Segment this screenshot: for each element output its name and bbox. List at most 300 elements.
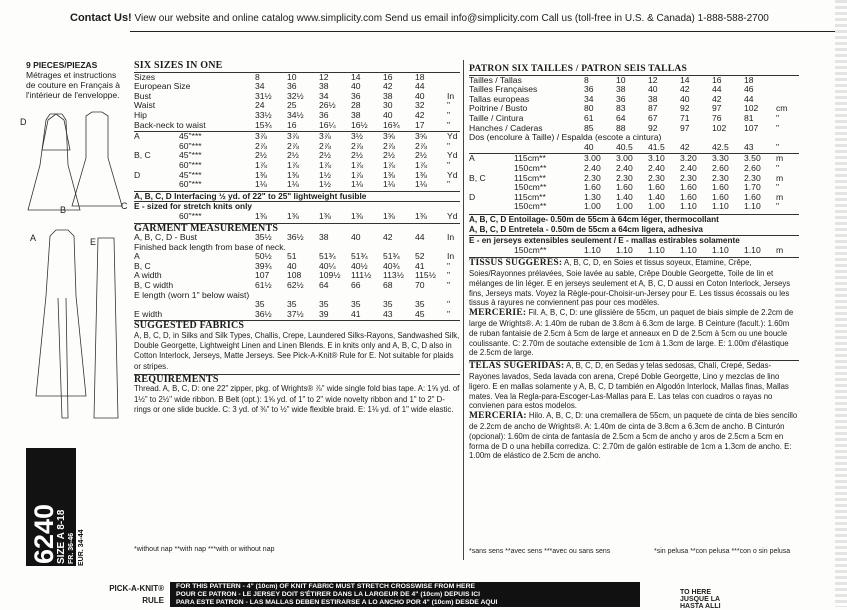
garment-row-cell: In xyxy=(447,232,455,243)
yardage-row-cell: 1⅛ xyxy=(255,179,267,190)
garment-row-cell: 51¾ xyxy=(319,251,336,262)
fabrics-heading: SUGGESTED FABRICS xyxy=(134,320,460,331)
garment-row-cell: Finished back length from base of neck. xyxy=(134,241,286,252)
yardage-row-fr-cell: B, C xyxy=(469,172,486,183)
yardage-row-cell: Yd xyxy=(447,169,458,180)
yardage-row-fr-cell: 2.30 xyxy=(648,172,665,183)
size-row-cell: 14 xyxy=(351,71,361,82)
yardage-row-fr-cell: 2.60 xyxy=(744,162,761,173)
size-row-cell: 42 xyxy=(383,81,393,92)
yardage-row-fr-cell: " xyxy=(776,201,780,212)
yardage-row-cell: 1⅞ xyxy=(415,159,427,170)
size-row-fr-cell: 88 xyxy=(616,122,626,133)
size-row-fr-cell: Tailles / Tallas xyxy=(469,74,522,85)
garment-row-cell: 51¾ xyxy=(351,251,368,262)
size-row-cell: 40 xyxy=(351,81,361,92)
size-row-fr-cell: 42 xyxy=(680,84,690,95)
yardage-row-fr-cell: 115cm** xyxy=(514,172,546,183)
yardage-row-fr-cell: 1.60 xyxy=(584,182,601,193)
garment-row-cell: 40 xyxy=(351,232,361,243)
yardage-row-cell: 3⅝ xyxy=(415,131,427,142)
garment-row-cell: 113½ xyxy=(383,270,404,281)
knits-heading-fr: E - en jerseys extensibles seulement / E - mallas estirables solamente xyxy=(469,235,799,246)
yardage-row-fr-cell: 2.40 xyxy=(680,162,697,173)
dos-cell: 42.5 xyxy=(712,141,729,152)
size-row-fr-cell: 44 xyxy=(712,84,722,95)
size-row-fr-cell: Tailles Françaises xyxy=(469,84,538,95)
yardage-row-cell: 1⅛ xyxy=(351,179,363,190)
knits-cell-fr: 1.10 xyxy=(584,244,601,255)
size-row-cell: 16½ xyxy=(351,119,368,130)
yardage-row-fr-cell: 1.60 xyxy=(712,191,729,202)
yardage-row-fr-cell: 1.60 xyxy=(680,191,697,202)
garment-sketches xyxy=(18,108,133,438)
garment-row-cell: 42 xyxy=(383,232,393,243)
yardage-row-cell: 1⅛ xyxy=(415,179,427,190)
yardage-row-fr-cell: 2.30 xyxy=(680,172,697,183)
requirements-text: Thread. A, B, C, D: one 22" zipper, pkg. of Wrights® ⅞" wide single fold bias tape. A: 1⅝ yd. of 1½" to 2½" wide ribbon. B Belt (opt.): 1⅝ yd. of 1" to 2" wide novelty ribbon and 1" to 2" D-rings or one slide buckle. C: 3 yd. of ⅜" to ½" wide flexible braid. E: 1⅛ yd. of 1" wide elastic. xyxy=(134,384,460,414)
yardage-row-cell: " xyxy=(447,159,451,170)
size-row xyxy=(134,92,460,102)
knits-cell-fr: m xyxy=(776,244,784,255)
garment-row-cell: 109½ xyxy=(319,270,341,281)
garment-row-cell: 41 xyxy=(415,260,425,271)
garment-row-cell: 36½ xyxy=(255,308,272,319)
size-row-fr-cell: Hanches / Caderas xyxy=(469,122,543,133)
yardage-row-fr-cell: 3.30 xyxy=(712,153,729,164)
sketch-sash xyxy=(58,298,68,418)
garment-row-cell: 108 xyxy=(287,270,302,281)
yardage-row-cell: 2⅞ xyxy=(351,140,363,151)
garment-row-cell: 51¾ xyxy=(383,251,400,262)
sketch-label-c: C xyxy=(121,201,128,211)
size-row-fr-cell: 87 xyxy=(648,103,658,114)
dos-cell: 43 xyxy=(744,141,754,152)
size-row-cell: 33½ xyxy=(255,109,272,120)
garment-row-cell: 38 xyxy=(319,232,329,243)
garment-row-cell: 64 xyxy=(319,280,329,291)
yardage-row-fr-cell: 1.10 xyxy=(744,201,761,212)
knits-cell-fr: 1.10 xyxy=(616,244,633,255)
yardage-table-fr xyxy=(469,153,799,212)
yardage-row-cell: 1⅜ xyxy=(383,169,395,180)
yardage-row-cell: 1⅞ xyxy=(383,159,395,170)
size-row-cell: Waist xyxy=(134,100,156,111)
garment-row-cell: 35 xyxy=(319,299,329,310)
garment-row-cell: " xyxy=(447,280,451,291)
knits-cell-fr: 1.10 xyxy=(712,244,729,255)
size-row-cell: 16 xyxy=(383,71,393,82)
six-sizes-heading-fr: PATRON SIX TAILLES / PATRON SEIS TALLAS xyxy=(469,63,688,74)
yardage-row-cell: 1⅞ xyxy=(255,159,267,170)
garment-row xyxy=(134,291,460,301)
yardage-row-fr-cell: m xyxy=(776,172,784,183)
dos-cell: " xyxy=(776,141,780,152)
garment-row-cell: 35 xyxy=(351,299,361,310)
size-row-fr-cell: 8 xyxy=(584,74,589,85)
garment-row-cell: E width xyxy=(134,308,163,319)
size-row-fr-cell: 36 xyxy=(584,84,594,95)
garment-row xyxy=(134,243,460,253)
fabrics-text: A, B, C, D, in Silks and Silk Types, Challis, Crepe, Laundered Silks-Rayons, Sandwashed Silk, Double Georgette, Lightweight Linen and Linen Blends. E in knits only and A, B, C, D also in Cotton Interlock, Jerseys, Matte Jerseys. See Pick-A-Knit® Rule for E. Not suitable for plaids or stripes. xyxy=(134,331,460,371)
size-row-cell: 36 xyxy=(287,81,297,92)
yardage-row-fr-cell: 115cm** xyxy=(514,191,546,202)
yardage-row-cell: 60"*** xyxy=(179,159,202,170)
garment-row-cell: In xyxy=(447,251,455,262)
header-rule xyxy=(130,31,847,32)
yardage-row-fr-cell: m xyxy=(776,153,784,164)
sketch-label-a: A xyxy=(30,233,37,243)
garment-row-cell: A xyxy=(134,251,140,262)
garment-heading: GARMENT MEASUREMENTS xyxy=(134,223,460,234)
knits-values-fr xyxy=(469,246,799,256)
yardage-row-cell: 1⅜ xyxy=(255,169,267,180)
knits-cell: 60"*** xyxy=(179,210,202,221)
garment-row-cell: " xyxy=(447,308,451,319)
garment-row-cell: 111½ xyxy=(351,270,372,281)
yardage-row-fr-cell: 1.60 xyxy=(712,182,729,193)
size-row-fr-cell: 16 xyxy=(712,74,722,85)
garment-row-cell: 41 xyxy=(351,308,361,319)
size-row-cell: " xyxy=(447,109,451,120)
yardage-row-cell: 2⅞ xyxy=(255,140,267,151)
garment-row-cell: 40¾ xyxy=(383,260,400,271)
garment-row-cell: 115½ xyxy=(415,270,436,281)
garment-row-cell: A width xyxy=(134,270,162,281)
size-row-cell: 38 xyxy=(351,109,361,120)
mercerie-text: Fil. A, B, C, D: une glissière de 55cm, un paquet de biais simple de 2.2cm de large de Wrights®. A: 1.40m de ruban de 3.8cm à 6.3cm de large. B Ceinture (facult.): 1.60m de ruban fantaisie de 2.5cm à 5cm de large et anneaux en D de 2.5cm à 5cm ou une boucle coulissante. C: 2.70m de soutache extensible de 1cm à 1.3cm de large. E: 1.00m d'élastique de 2.5cm de large. xyxy=(469,308,794,358)
yardage-row-cell: Yd xyxy=(447,131,458,142)
sketch-label-e: E xyxy=(90,237,97,247)
tissus-block xyxy=(469,257,799,358)
yardage-row-fr-cell: m xyxy=(776,191,784,202)
sizes-table-fr xyxy=(469,75,799,153)
dos-cell: 40.5 xyxy=(616,141,633,152)
size-row-fr-cell: 40 xyxy=(648,84,658,95)
garment-table xyxy=(134,233,460,319)
size-row-fr-cell: " xyxy=(776,122,780,133)
size-row-cell: Hip xyxy=(134,109,147,120)
yardage-row-cell xyxy=(134,180,179,190)
garment-row-cell: 62½ xyxy=(287,280,304,291)
garment-row-cell: 35 xyxy=(287,299,297,310)
yardage-row-fr-cell: 2.30 xyxy=(616,172,633,183)
garment-row-cell: 35 xyxy=(415,299,425,310)
yardage-row-cell: 2½ xyxy=(415,150,427,161)
size-row-fr-cell: 102 xyxy=(712,122,727,133)
size-row-fr-cell: 92 xyxy=(648,122,658,133)
garment-row-cell: 61½ xyxy=(255,280,272,291)
sketch-b-dress xyxy=(28,114,80,210)
size-row-fr-cell: 67 xyxy=(648,112,658,123)
size-row-fr-cell: Poitrine / Busto xyxy=(469,103,528,114)
yardage-row-cell: 2½ xyxy=(287,150,299,161)
column-divider xyxy=(463,60,464,560)
size-row-cell: Sizes xyxy=(134,71,156,82)
yardage-row-cell: Yd xyxy=(447,150,458,161)
yardage-row-cell: 45"*** xyxy=(179,131,202,142)
knits-cell-fr: 1.10 xyxy=(744,244,761,255)
garment-row-cell: B, C xyxy=(134,260,151,271)
pieces-title: 9 PIECES/PIEZAS xyxy=(26,60,98,70)
knits-cell: 1⅜ xyxy=(319,210,331,221)
contact-label: Contact Us! xyxy=(70,12,132,24)
size-row-fr-cell: 40 xyxy=(680,93,690,104)
yardage-row-fr-cell: 1.60 xyxy=(680,182,697,193)
size-row-fr-cell: Taille / Cintura xyxy=(469,112,524,123)
yardage-row-cell: " xyxy=(447,179,451,190)
yardage-row-cell: 45"*** xyxy=(179,169,202,180)
yardage-row-cell: 1⅞ xyxy=(351,169,363,180)
yardage-row-fr-cell: 150cm** xyxy=(514,162,547,173)
size-row-cell: 42 xyxy=(415,109,425,120)
size-row-fr-cell: 85 xyxy=(584,122,594,133)
knits-cell: 1⅜ xyxy=(383,210,395,221)
garment-row-cell: 35 xyxy=(255,299,265,310)
sketch-label-d: D xyxy=(20,117,27,127)
size-row-fr-cell: 38 xyxy=(648,93,658,104)
garment-row-cell: E length (worn 1" below waist) xyxy=(134,289,250,300)
merceria-heading: MERCERIA: xyxy=(469,411,527,422)
size-row-fr-cell xyxy=(776,85,788,95)
size-row-cell: 16¾ xyxy=(383,119,400,130)
yardage-row-fr-cell: 3.50 xyxy=(744,153,761,164)
size-row-fr-cell: 107 xyxy=(744,122,759,133)
yardage-row-cell: 45"*** xyxy=(179,150,202,161)
sketch-label-b: B xyxy=(60,205,67,215)
spanish-footnote: *sin pelusa **con pelusa ***con o sin pelusa xyxy=(654,548,791,555)
stretch-line-es: PARA ESTE PATRON - LAS MALLAS DEBEN ESTIRARSE A LO ANCHO POR 4" (10cm) DESDE AQUI xyxy=(176,599,498,606)
yardage-row-cell: B, C xyxy=(134,150,151,161)
requirements-heading: REQUIREMENTS xyxy=(134,374,460,385)
fr-sizes: FR. 36-46 xyxy=(68,532,75,564)
garment-row-cell: 107 xyxy=(255,270,270,281)
yardage-row-cell: 60"*** xyxy=(179,140,202,151)
garment-row-cell: " xyxy=(447,270,451,281)
telas-text: A, B, C, D, en Sedas y telas sedosas, Chalí, Crepé, Sedas-Rayones lavados, Seda lavada con arena, Crepé Doble Georgette, Lino y mezclas de lino ligero. E en mallas solamente y A, B, C, D también en Algodón Interlock, Mallas finas, Mallas mates. Vea la Regla-para-Escoger-Las-Mallas para E. Las telas con cuadros o rayas no convienen para estos modelos. xyxy=(469,361,789,411)
pick-a-knit-label: PICK-A-KNIT® RULE xyxy=(109,584,164,605)
knits-cell-fr: 1.10 xyxy=(680,244,697,255)
yardage-row-fr-cell: D xyxy=(469,191,476,202)
size-row-fr-cell: 44 xyxy=(744,93,754,104)
knits-values xyxy=(134,212,460,222)
yardage-row-fr-cell: 2.30 xyxy=(584,172,601,183)
yardage-row-cell: 3⅞ xyxy=(287,131,299,142)
size-row-cell: European Size xyxy=(134,81,191,92)
dos-cell: 40 xyxy=(584,141,594,152)
yardage-row-fr-cell: 2.40 xyxy=(584,162,601,173)
size-row-fr-cell: 83 xyxy=(616,103,626,114)
yardage-row-fr-cell: 2.30 xyxy=(744,172,761,183)
knits-cell: 1⅜ xyxy=(351,210,363,221)
garment-row-cell: 40 xyxy=(287,260,297,271)
entoilage-row: A, B, C, D Entoilage- 0.50m de 55cm à 64cm léger, thermocollant xyxy=(469,214,799,225)
size-row-cell: " xyxy=(447,100,451,111)
yardage-row-cell: 1⅞ xyxy=(319,159,331,170)
garment-row-cell: 51 xyxy=(287,251,297,262)
garment-row-cell: 50½ xyxy=(255,251,272,262)
yardage-row-fr-cell: 1.60 xyxy=(744,191,761,202)
size-row-cell: 40 xyxy=(383,109,393,120)
yardage-row-fr-cell xyxy=(469,183,514,193)
size-row-fr-cell: 81 xyxy=(744,112,754,123)
size-row-fr-cell: 64 xyxy=(616,112,626,123)
yardage-row-fr-cell: 2.30 xyxy=(712,172,729,183)
garment-row-cell: 36½ xyxy=(287,232,304,243)
stretch-line-en: FOR THIS PATTERN - 4" (10cm) OF KNIT FABRIC MUST STRETCH CROSSWISE FROM HERE xyxy=(176,583,476,590)
size-row-fr-cell: 12 xyxy=(648,74,658,85)
garment-row-cell: 44 xyxy=(415,232,425,243)
yardage-row-fr-cell: 150cm** xyxy=(514,182,547,193)
yardage-row-cell: 2½ xyxy=(319,150,331,161)
garment-row xyxy=(134,310,460,320)
tissus-heading: TISSUS SUGGERES: xyxy=(469,258,563,269)
stretch-line-fr: POUR CE PATRON - LE JERSEY DOIT S'ÉTIRER DANS LA LARGEUR DE 4" (10cm) DEPUIS ICI xyxy=(176,591,481,598)
english-column xyxy=(134,61,460,415)
garment-row-cell: A, B, C, D - Bust xyxy=(134,232,198,243)
size-row-fr-cell: 71 xyxy=(680,112,690,123)
yardage-row-cell: 1⅛ xyxy=(383,179,395,190)
yardage-row-cell: A xyxy=(134,131,140,142)
size-row-fr-cell: Tallas europeas xyxy=(469,93,530,104)
yardage-row-fr-cell: " xyxy=(776,182,780,193)
size-range: SIZE A 8-18 xyxy=(56,509,67,564)
knits-cell: 1⅜ xyxy=(287,210,299,221)
size-row-fr-cell: 36 xyxy=(616,93,626,104)
size-row-cell: Bust xyxy=(134,90,152,101)
yardage-row-cell: D xyxy=(134,169,141,180)
size-row-cell: 40 xyxy=(415,90,425,101)
size-row-cell xyxy=(447,73,459,83)
knit-stretch-strip xyxy=(170,582,640,607)
garment-row-cell: B, C width xyxy=(134,280,174,291)
dos-cell: 41.5 xyxy=(648,141,665,152)
yardage-row-fr-cell: A xyxy=(469,153,475,164)
size-row-cell: 34½ xyxy=(287,109,304,120)
yardage-row-cell: 1⅛ xyxy=(287,179,299,190)
yardage-row-cell: 1⅜ xyxy=(287,169,299,180)
knits-heading: E - sized for stretch knits only xyxy=(134,201,460,212)
yardage-row-fr-cell: 1.60 xyxy=(648,182,665,193)
size-row-cell: 16¼ xyxy=(319,119,336,130)
yardage-row-fr-cell: 1.30 xyxy=(584,191,601,202)
size-row-fr-cell: 97 xyxy=(680,122,690,133)
yardage-row-cell: 3⅞ xyxy=(255,131,267,142)
size-row-cell: 28 xyxy=(351,100,361,111)
garment-row-cell: 35½ xyxy=(255,232,272,243)
garment-row-cell: " xyxy=(447,299,451,310)
mercerie-heading: MERCERIE: xyxy=(469,308,527,319)
yardage-row-fr-cell: 1.00 xyxy=(616,201,633,212)
garment-row-cell: 40½ xyxy=(351,260,368,271)
size-row-fr-cell: 80 xyxy=(584,103,594,114)
size-row-cell: 30 xyxy=(383,100,393,111)
size-row-cell: " xyxy=(447,119,451,130)
garment-row-cell: " xyxy=(447,260,451,271)
yardage-row-fr-cell: 3.20 xyxy=(680,153,697,164)
to-here-label: TO HERE JUSQUE LA HASTA ALLI xyxy=(680,589,721,610)
garment-row-cell: 39¾ xyxy=(255,260,272,271)
size-row-cell: 38 xyxy=(383,90,393,101)
knits-cell: 1⅜ xyxy=(415,210,427,221)
yardage-row-fr-cell: 1.10 xyxy=(680,201,697,212)
size-row-fr-cell: 42 xyxy=(712,93,722,104)
knits-row xyxy=(134,212,460,222)
sketch-c-dress xyxy=(72,112,122,206)
yardage-row-cell: 2⅞ xyxy=(383,140,395,151)
size-row-fr-cell: 18 xyxy=(744,74,754,85)
size-row-cell: 16 xyxy=(287,119,297,130)
size-row-fr-cell: 76 xyxy=(712,112,722,123)
english-footnote: *without nap **with nap ***with or without nap xyxy=(134,546,275,553)
entretela-row: A, B, C, D Entretela - 0.50m de 55cm a 64cm ligera, adhesiva xyxy=(469,224,703,234)
size-row-fr-cell: 97 xyxy=(712,103,722,114)
size-row-cell: 24 xyxy=(255,100,265,111)
yardage-row-fr-cell: 1.40 xyxy=(648,191,665,202)
yardage-row-fr-cell: 1.10 xyxy=(712,201,729,212)
yardage-row-fr-cell: 3.00 xyxy=(616,153,633,164)
yardage-row-cell: 2½ xyxy=(383,150,395,161)
garment-row-cell: 43 xyxy=(383,308,393,319)
size-row-cell: 15¾ xyxy=(255,119,272,130)
contact-text: View our website and online catalog www.simplicity.com Send us email info@simplicity.com Call us (toll-free in U.S. & Canada) 1-888-588-2700 xyxy=(134,13,769,24)
yardage-row-fr-cell: 1.70 xyxy=(744,182,761,193)
yardage-row-cell xyxy=(134,161,179,171)
telas-block xyxy=(469,360,799,461)
size-row-cell: 36 xyxy=(319,109,329,120)
yardage-row-cell: 3⅞ xyxy=(319,131,331,142)
yardage-row-cell: 1⅞ xyxy=(287,159,299,170)
knits-cell: Yd xyxy=(447,210,458,221)
yardage-row-cell: 1½ xyxy=(319,179,331,190)
sizes-table xyxy=(134,72,460,131)
garment-row-cell: 40¼ xyxy=(319,260,336,271)
size-row-fr-cell: 102 xyxy=(744,103,759,114)
yardage-row-fr-cell: 1.00 xyxy=(648,201,665,212)
size-row-fr-cell: " xyxy=(776,112,780,123)
size-row-cell: Back-neck to waist xyxy=(134,119,206,130)
knits-cell-fr: 150cm** xyxy=(514,244,547,255)
size-row-cell: 26½ xyxy=(319,100,336,111)
size-row-fr-cell: 92 xyxy=(680,103,690,114)
garment-row xyxy=(134,252,460,262)
size-row-cell: 34 xyxy=(255,81,265,92)
yardage-table xyxy=(134,131,460,190)
size-row-cell: 44 xyxy=(415,81,425,92)
tissus-text: A, B, C, D, en Soies et tissus soyeux, Etamine, Crêpe, Soies/Rayonnes prélavées, Soie lavée au sable, Crêpe Double Georgette, Toile de lin et mélanges de lin léger. E en jerseys seulement et A, B, C, D aussi en Coton Interlock, Jerseys fins, Jerseys mats. Voyez la Règle-pour-Choisir-un-Jersey pour E. Les tissus écossais ou les tissus à rayures ne conviennent pas pour ces modèles. xyxy=(469,258,791,308)
yardage-row-fr-cell: " xyxy=(776,162,780,173)
knits-cell-fr: 1.10 xyxy=(648,244,665,255)
yardage-row-cell: 1⅞ xyxy=(351,159,363,170)
size-row-cell: 31½ xyxy=(255,90,272,101)
yardage-row-cell: 3½ xyxy=(351,131,363,142)
yardage-row-cell: 1⅜ xyxy=(415,169,427,180)
garment-row-cell: 52 xyxy=(415,251,425,262)
dos-label: Dos (encolure à Taille) / Espalda (escote a cintura) xyxy=(469,132,662,143)
yardage-row-fr-cell: 3.00 xyxy=(584,153,601,164)
size-row-cell: 36 xyxy=(351,90,361,101)
yardage-row-cell: 2½ xyxy=(255,150,267,161)
size-row-cell: 18 xyxy=(415,71,425,82)
size-row-fr-cell: 38 xyxy=(616,84,626,95)
size-row-cell: 32 xyxy=(415,100,425,111)
pieces-block xyxy=(26,60,126,100)
size-row-cell: 17 xyxy=(415,119,425,130)
size-row-cell: In xyxy=(447,90,455,101)
dos-cell: 42 xyxy=(680,141,690,152)
french-footnote: *sans sens **avec sens ***avec ou sans sens xyxy=(469,548,611,555)
size-row xyxy=(134,121,460,131)
